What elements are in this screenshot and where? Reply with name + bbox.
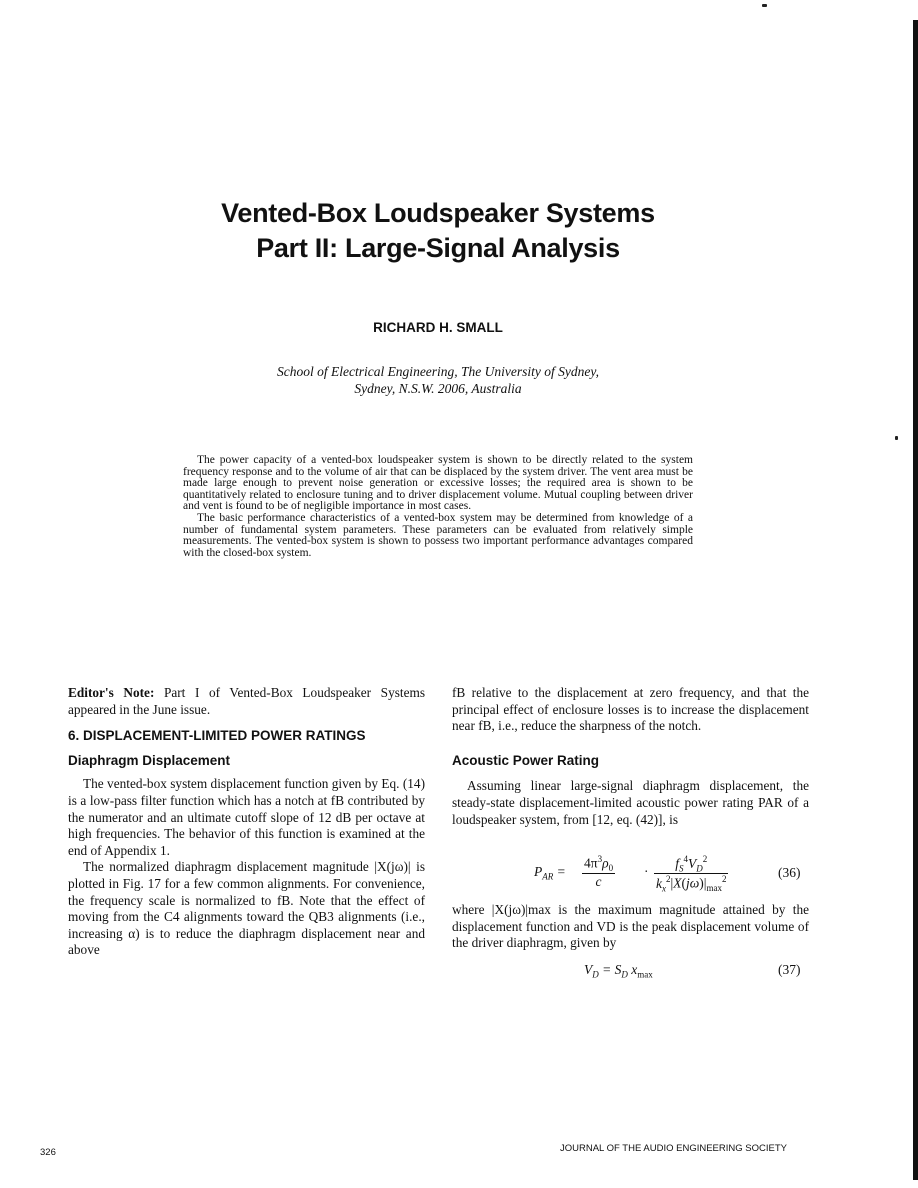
paper-title-line1: Vented-Box Loudspeaker Systems [221, 198, 655, 228]
left-column [68, 685, 425, 959]
scan-speck [895, 436, 898, 440]
affiliation-line2: Sydney, N.S.W. 2006, Australia [354, 381, 522, 396]
body-paragraph: The vented-box system displacement function given by Eq. (14) is a low-pass filter function which has a notch at fB contributed by the numerator and an ultimate cutoff slope of 12 dB per octave at high frequencies. The behavior of this function is examined at the end of Appendix 1. [68, 776, 425, 858]
editors-note-text: Part I of Vented-Box Loudspeaker Systems appeared in the June issue. [68, 685, 425, 717]
affiliation-line1: School of Electrical Engineering, The University of Sydney, [276, 364, 600, 379]
abstract-paragraph-2: The basic performance characteristics of a vented-box system may be determined from knowledge of a number of fundamental system parameters. These parameters can be evaluated from relatively simple measurements. The vented-box system is shown to possess two important performance advantages compared with the closed-box system. [183, 511, 693, 559]
author-name: RICHARD H. SMALL [373, 320, 503, 335]
body-paragraph: where |X(jω)|max is the maximum magnitude attained by the displacement function and VD is the peak displacement volume of the driver diaphragm, given by [452, 902, 809, 951]
paper-title-line2: Part II: Large-Signal Analysis [256, 233, 620, 263]
editors-note [68, 685, 425, 718]
equation-fraction-2: $f_S^4V_D^2$ $k_x^2|X(j\omega)|_{max}^2$ [656, 854, 727, 894]
right-column [452, 685, 809, 828]
journal-name: JOURNAL OF THE AUDIO ENGINEERING SOCIETY [560, 1143, 787, 1154]
equation-lhs: $P_{AR}$ = [534, 864, 566, 882]
page-number: 326 [40, 1147, 56, 1158]
body-paragraph: Assuming linear large-signal diaphragm displacement, the steady-state displacement-limited acoustic power rating PAR of a loudspeaker system, from [12, eq. (42)], is [452, 778, 809, 827]
section-heading: 6. DISPLACEMENT-LIMITED POWER RATINGS [68, 728, 366, 744]
abstract-paragraph-1: The power capacity of a vented-box loudspeaker system is shown to be directly related to the system frequency response and to the volume of air that can be displaced by the system driver. The vent area must be made large enough to prevent noise generation or excessive losses; the required area is shown to be quantitatively related to enclosure tuning and to driver displacement volume. Mutual coupling between driver and vent is found to be of negligible importance in most cases. [183, 454, 693, 513]
equation-dot: · [644, 864, 649, 879]
equation-number-37: (37) [778, 962, 801, 977]
subsection-heading-diaphragm: Diaphragm Displacement [68, 752, 231, 768]
equation-37-body: $V_D = S_D$ $x_{max}$ [584, 962, 653, 980]
equation-37 [584, 962, 814, 982]
right-column-lower [452, 902, 809, 952]
scan-edge-bar [913, 20, 918, 1180]
editors-note-label: Editor's Note: [68, 685, 155, 700]
subsection-heading-acoustic-power: Acoustic Power Rating [452, 752, 600, 768]
equation-fraction-1: $\frac{4\pi^3\rho_0}{c}$ [584, 854, 614, 890]
equation-number-36: (36) [778, 865, 801, 880]
body-paragraph: The normalized diaphragm displacement magnitude |X(jω)| is plotted in Fig. 17 for a few common alignments. For convenience, the frequency scale is normalized to fB. Note that the effect of moving from the C4 alignments toward the QB3 alignments (i.e., increasing α) is to reduce the diaphragm displacement near and above [68, 859, 425, 958]
abstract [183, 455, 693, 559]
scan-speck [762, 4, 767, 7]
body-paragraph-continued: fB relative to the displacement at zero frequency, and that the principal effect of enclosure losses is to increase the displacement near fB, i.e., reduce the sharpness of the notch. [452, 685, 809, 734]
equation-36 [530, 852, 830, 898]
